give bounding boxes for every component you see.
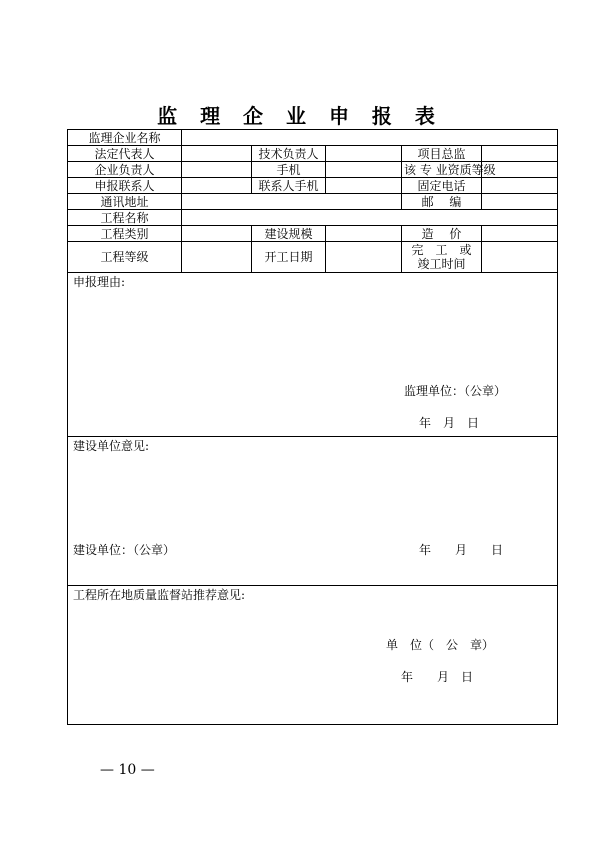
applicant-contact-label: 申报联系人 [68,178,182,194]
start-date-label: 开工日期 [252,242,326,273]
cost-field[interactable] [482,226,558,242]
table-row [68,242,558,273]
enterprise-head-label: 企业负责人 [68,162,182,178]
project-grade-label: 工程等级 [68,242,182,273]
completion-line-2: 竣工时间 [417,257,466,271]
project-type-field[interactable] [182,226,252,242]
legal-rep-field[interactable] [182,146,252,162]
address-label: 通讯地址 [68,194,182,210]
mobile-label: 手机 [252,162,326,178]
table-row [68,437,558,586]
station-label: 工程所在地质量监督站推荐意见: [73,588,246,602]
project-type-label: 工程类别 [68,226,182,242]
enterprise-name-field[interactable] [182,130,558,146]
build-scale-field[interactable] [326,226,402,242]
table-row [68,162,558,178]
build-scale-label: 建设规模 [252,226,326,242]
builder-label: 建设单位意见: [73,439,150,453]
enterprise-head-field[interactable] [182,162,252,178]
project-chief-label: 项目总监 [402,146,482,162]
table-row [68,586,558,725]
page-title: 监 理 企 业 申 报 表 [157,104,443,128]
applicant-contact-field[interactable] [182,178,252,194]
contact-mobile-field[interactable] [326,178,402,194]
mobile-field[interactable] [326,162,402,178]
builder-section[interactable] [68,437,558,586]
project-name-label: 工程名称 [68,210,182,226]
reason-date: 年 月 日 [419,416,480,430]
station-section[interactable] [68,586,558,725]
table-row [68,178,558,194]
station-date: 年 月 日 [401,670,474,684]
builder-date: 年 月 日 [419,543,504,557]
project-chief-field[interactable] [482,146,558,162]
completion-date-field[interactable] [482,242,558,273]
contact-mobile-label: 联系人手机 [252,178,326,194]
table-row [68,226,558,242]
table-row [68,210,558,226]
postcode-field[interactable] [482,194,558,210]
fixed-phone-label: 固定电话 [402,178,482,194]
table-row [68,273,558,437]
completion-date-label [402,242,482,273]
address-field[interactable] [182,194,402,210]
cost-label: 造 价 [402,226,482,242]
table-row [68,194,558,210]
fixed-phone-field[interactable] [482,178,558,194]
project-name-field[interactable] [182,210,558,226]
completion-line-1: 完 工 或 [411,243,472,257]
start-date-field[interactable] [326,242,402,273]
postcode-label: 邮 编 [402,194,482,210]
table-row [68,146,558,162]
table-row [68,130,558,146]
station-seal: 单 位（ 公 章） [386,638,495,652]
reason-label: 申报理由: [73,275,126,289]
builder-seal: 建设单位：（公章） [73,543,176,557]
legal-rep-label: 法定代表人 [68,146,182,162]
reason-seal: 监理单位：（公章） [404,384,507,398]
tech-lead-label: 技术负责人 [252,146,326,162]
reason-section[interactable] [68,273,558,437]
qualification-label: 该 专 业资质等级 [402,162,482,178]
project-grade-field[interactable] [182,242,252,273]
tech-lead-field[interactable] [326,146,402,162]
page-number: — 10 — [100,762,155,778]
application-form [67,129,558,725]
enterprise-name-label: 监理企业名称 [68,130,182,146]
